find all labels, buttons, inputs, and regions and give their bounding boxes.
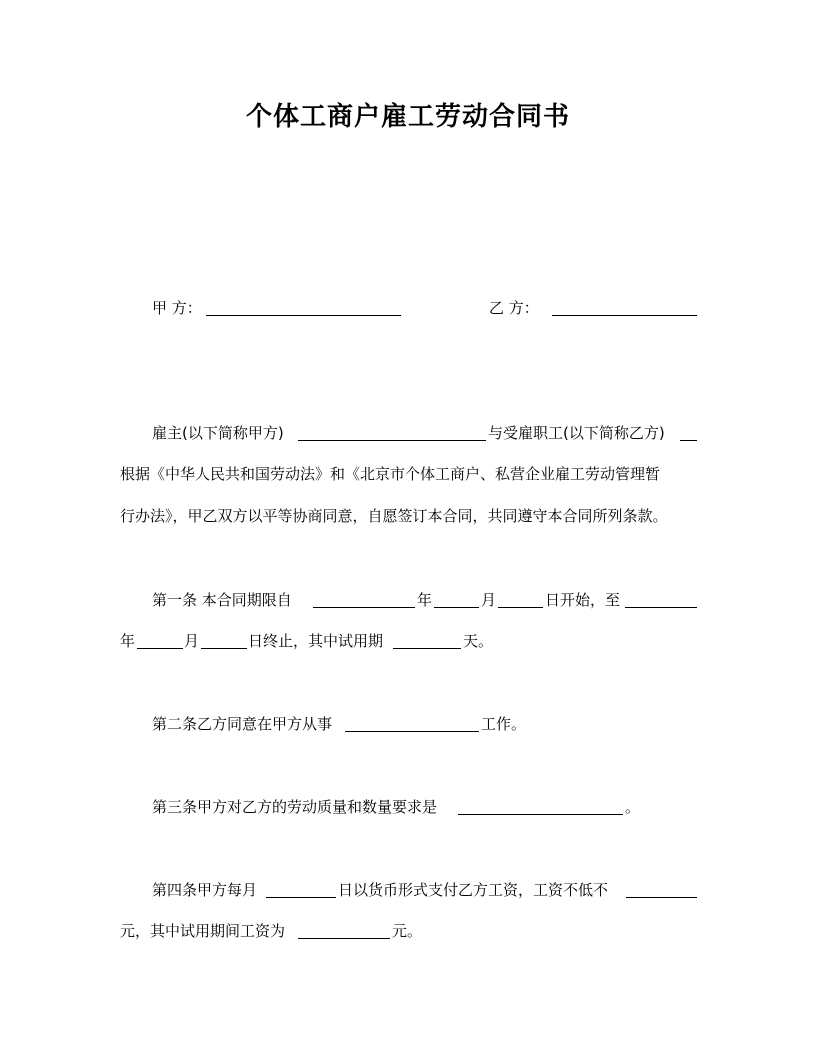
month-label: 月	[481, 591, 497, 609]
article1-text-a: 第一条 本合同期限自	[152, 591, 292, 609]
job-blank[interactable]	[345, 731, 479, 732]
requirements-blank[interactable]	[458, 814, 623, 815]
end-day-blank[interactable]	[201, 648, 247, 649]
employer-text: 雇主(以下简称甲方)	[152, 424, 284, 442]
end-year-blank[interactable]	[625, 607, 697, 608]
min-wage-blank[interactable]	[626, 897, 697, 898]
article4-text-c: 元，其中试用期间工资为	[120, 922, 286, 940]
start-year-blank[interactable]	[313, 607, 415, 608]
article2-text-a: 第二条乙方同意在甲方从事	[152, 715, 333, 733]
employee-text: 与受雇职工(以下简称乙方)	[488, 424, 665, 442]
probation-days-blank[interactable]	[393, 648, 461, 649]
start-day-blank[interactable]	[498, 607, 543, 608]
document-title: 个体工商户雇工劳动合同书	[245, 102, 570, 132]
party-a-label: 甲 方：	[152, 299, 202, 317]
probation-text: 日终止，其中试用期	[248, 632, 384, 650]
article2-text-b: 工作。	[481, 715, 527, 733]
start-month-blank[interactable]	[434, 607, 479, 608]
article4-text-b: 日以货币形式支付乙方工资，工资不低不	[338, 881, 609, 899]
party-b-label: 乙 方：	[489, 299, 539, 317]
party-b-blank[interactable]	[552, 315, 697, 316]
start-text: 日开始，至	[545, 591, 621, 609]
end-month-blank[interactable]	[137, 648, 183, 649]
end-month-label: 月	[184, 632, 200, 650]
article4-text-a: 第四条甲方每月	[152, 881, 258, 899]
employer-name-blank[interactable]	[298, 440, 486, 441]
days-label: 天。	[463, 632, 494, 650]
article4-text-d: 元。	[392, 922, 423, 940]
article3-text-a: 第三条甲方对乙方的劳动质量和数量要求是	[152, 798, 438, 816]
article3-text-b: 。	[625, 798, 641, 816]
end-year-label: 年	[120, 632, 136, 650]
year-label: 年	[417, 591, 433, 609]
pay-day-blank[interactable]	[266, 897, 336, 898]
party-a-blank[interactable]	[206, 315, 401, 316]
para1-text-2: 根据《中华人民共和国劳动法》和《北京市个体工商户、私营企业雇工劳动管理暂	[120, 465, 661, 483]
probation-wage-blank[interactable]	[298, 938, 390, 939]
para1-text-3: 行办法》，甲乙双方以平等协商同意，自愿签订本合同，共同遵守本合同所列条款。	[120, 507, 668, 525]
employee-name-blank[interactable]	[680, 440, 697, 441]
